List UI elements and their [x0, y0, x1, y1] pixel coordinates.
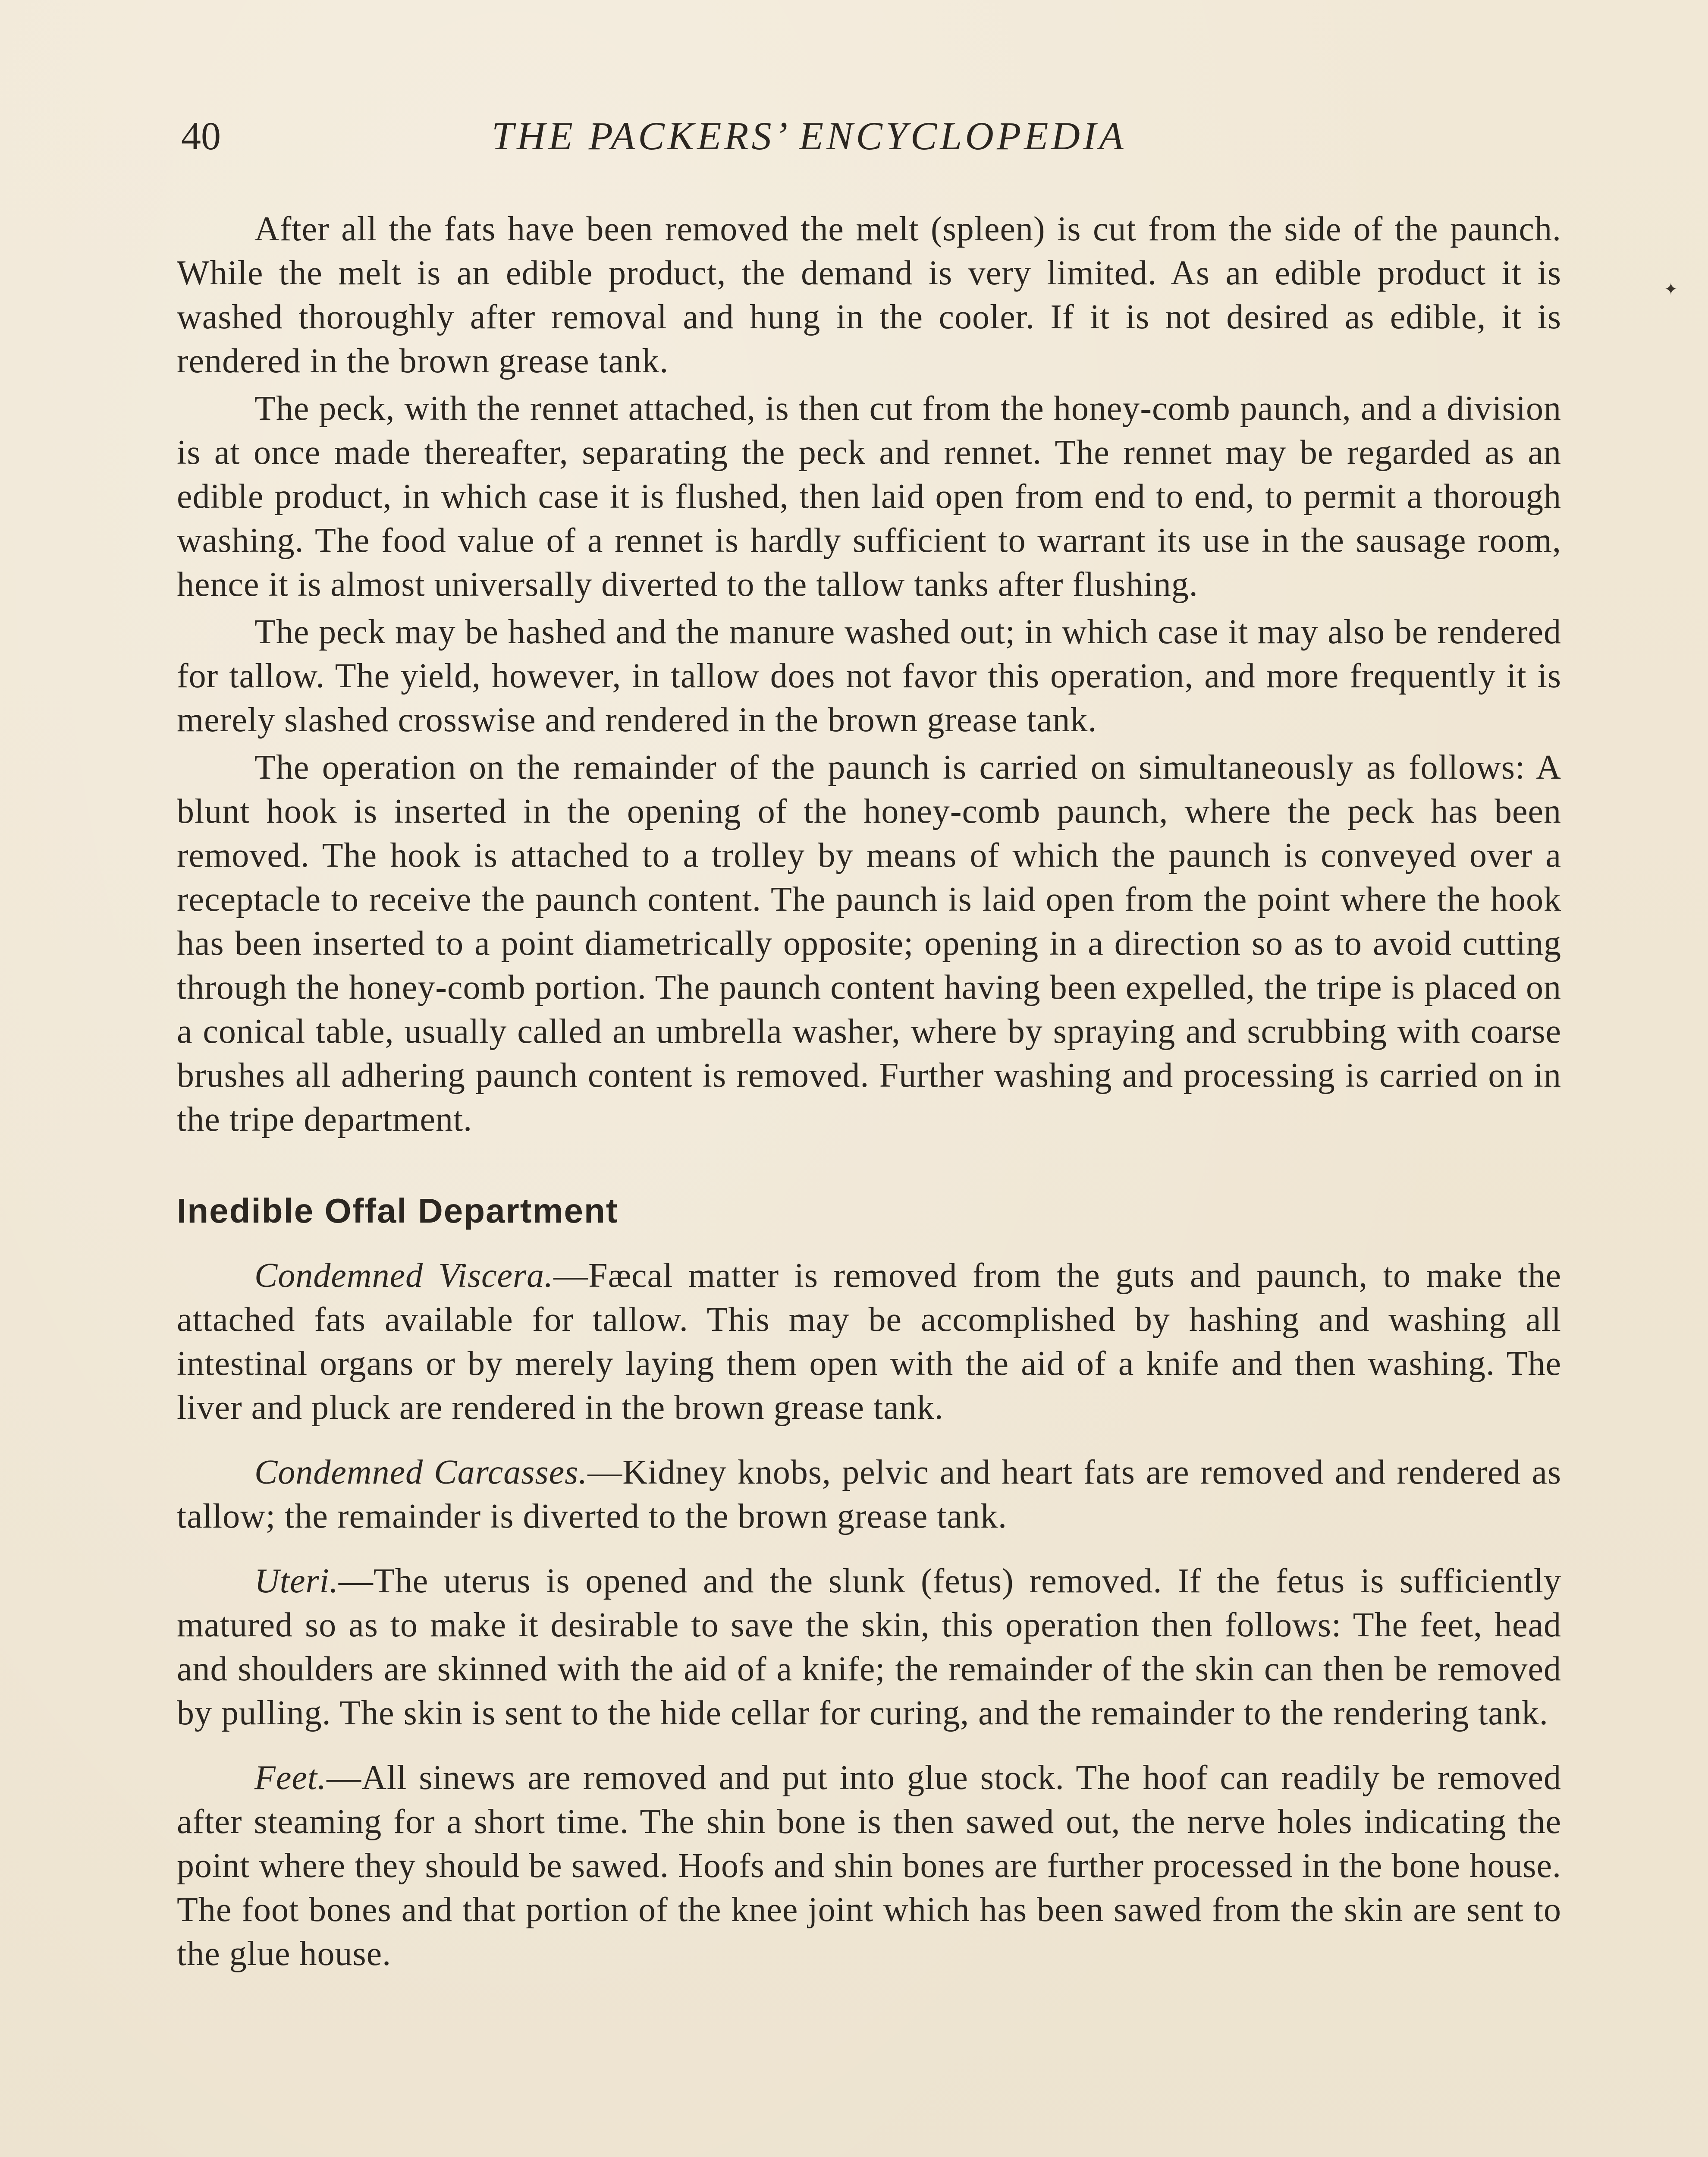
page-number: 40: [181, 114, 221, 158]
entry-condemned-carcasses: [177, 1450, 1561, 1538]
entry-uteri: [177, 1559, 1561, 1735]
entry-text: —Kidney knobs, pelvic and heart fats are removed and rendered as tallow; the remainder is diverted to the brown grease tank.: [177, 1453, 1561, 1535]
entry-feet: [177, 1756, 1561, 1976]
entry-text: —Fæcal matter is removed from the guts and paunch, to make the attached fats available for tallow. This may be accomplished by hashing and washing all intestinal organs or by merely laying them open with the aid of a knife and then washing. The liver and pluck are rendered in the brown grease tank.: [177, 1257, 1561, 1427]
paragraph-peck-hashing: The peck may be hashed and the manure washed out; in which case it may also be rendered for tallow. The yield, however, in tallow does not favor this operation, and more frequently it is merely slashed crosswise and rendered in the brown grease tank.: [177, 613, 1561, 739]
paragraph-melt: After all the fats have been removed the melt (spleen) is cut from the side of the paunch. While the melt is an edible product, the demand is very limited. As an edible product it is washed thoroughly after removal and hung in the cooler. If it is not desired as edible, it is rendered in the brown grease tank.: [177, 210, 1561, 380]
running-title: THE PACKERS’ ENCYCLOPEDIA: [492, 114, 1127, 158]
body-text: [177, 207, 1561, 1976]
entry-lead: Uteri.: [254, 1562, 339, 1600]
paragraph-paunch-operation: The operation on the remainder of the paunch is carried on simultaneously as follows: A blunt hook is inserted in the opening of the honey-comb paunch, where the peck has been removed. The hook is attached to a trolley by means of which the paunch is conveyed over a receptacle to receive the paunch content. The paunch is laid open from the point where the hook has been inserted to a point diametrically opposite; opening in a direction so as to avoid cutting through the honey-comb portion. The paunch content having been expelled, the tripe is placed on a conical table, usually called an umbrella washer, where by spraying and scrubbing with coarse brushes all adhering paunch content is removed. Further washing and processing is carried on in the tripe department.: [177, 748, 1561, 1138]
entry-lead: Condemned Carcasses.: [254, 1453, 588, 1491]
entry-text: —All sinews are removed and put into glue stock. The hoof can readily be removed after steaming for a short time. The shin bone is then sawed out, the nerve holes indicating the point where they should be sawed. Hoofs and shin bones are further processed in the bone house. The foot bones and that portion of the knee joint which has been sawed from the skin are sent to the glue house.: [177, 1759, 1561, 1973]
entry-text: —The uterus is opened and the slunk (fetus) removed. If the fetus is sufficiently matured so as to make it desirable to save the skin, this operation then follows: The feet, head and shoulders are skinned with the aid of a knife; the remainder of the skin can then be removed by pulling. The skin is sent to the hide cellar for curing, and the remainder to the rendering tank.: [177, 1562, 1561, 1732]
entry-lead: Feet.: [254, 1759, 327, 1797]
section-heading: Inedible Offal Department: [177, 1192, 619, 1230]
entry-lead: Condemned Viscera.: [254, 1257, 554, 1295]
stray-mark-glyph: ✦: [1664, 280, 1678, 299]
running-head: [173, 108, 1553, 164]
paragraph-peck-rennet: The peck, with the rennet attached, is then cut from the honey-comb paunch, and a division is at once made thereafter, separating the peck and rennet. The rennet may be regarded as an edible product, in which case it is flushed, then laid open from end to end, to permit a thorough washing. The food value of a rennet is hardly sufficient to warrant its use in the sausage room, hence it is almost universally diverted to the tallow tanks after flushing.: [177, 390, 1561, 604]
entry-condemned-viscera: [177, 1254, 1561, 1430]
